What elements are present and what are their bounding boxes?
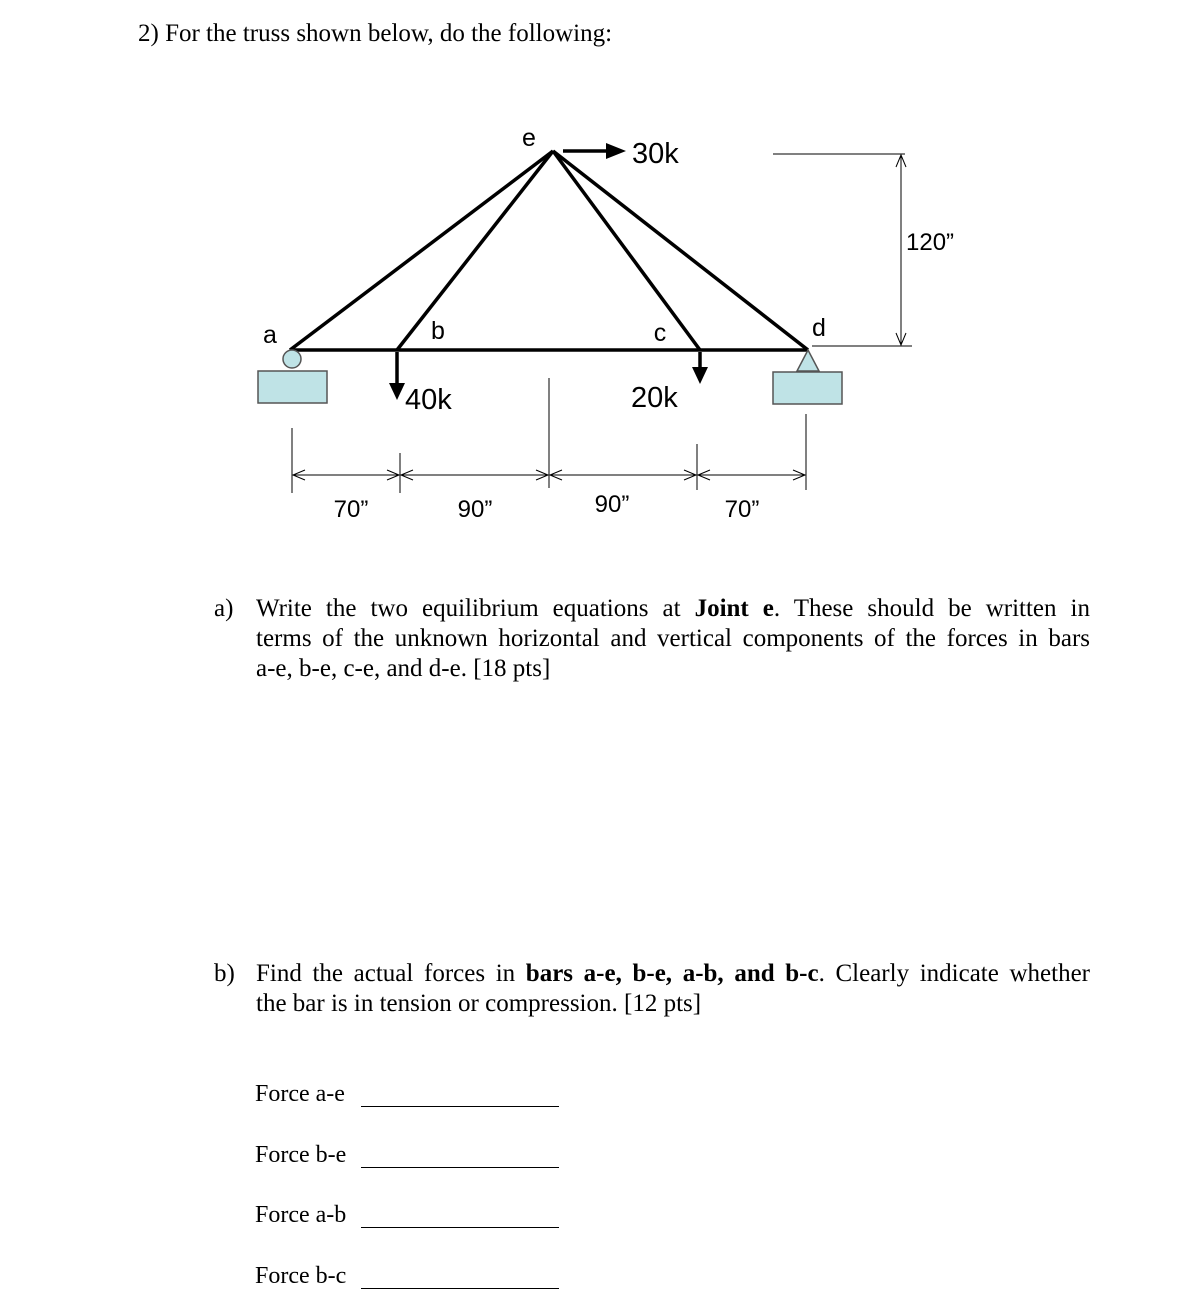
left-support-block — [258, 371, 327, 403]
right-support-block — [773, 372, 842, 404]
span-label: 70” — [724, 496, 760, 523]
answer-blank-b-e[interactable] — [361, 1167, 559, 1168]
part-b-text — [256, 959, 1090, 1019]
load-label-b: 40k — [405, 384, 452, 416]
part-b-label: b) — [214, 960, 235, 987]
answer-label-b-c: Force b-c — [255, 1263, 347, 1289]
joint-label-c: c — [653, 319, 667, 347]
arrow-down-icon — [389, 383, 405, 400]
problem-heading: 2) For the truss shown below, do the following: — [138, 20, 613, 47]
height-dimension-label: 120” — [906, 229, 955, 256]
roller-support-icon — [283, 350, 301, 368]
answer-blank-a-b[interactable] — [361, 1227, 559, 1228]
span-label: 70” — [333, 496, 369, 523]
arrow-right-icon — [606, 143, 626, 159]
answer-blank-b-c[interactable] — [361, 1288, 559, 1289]
part-a-line-3: a-e, b-e, c-e, and d-e. [18 pts] — [256, 655, 551, 682]
part-b-line-1: Find the actual forces in bars a-e, b-e, a-b, and b-c. Clearly indicate whether — [256, 960, 1090, 987]
pin-support-icon — [797, 350, 819, 371]
answer-label-a-e: Force a-e — [255, 1081, 345, 1107]
arrow-down-icon — [692, 367, 708, 384]
answer-label-a-b: Force a-b — [255, 1202, 347, 1228]
part-a-line-1: Write the two equilibrium equations at Joint e. These should be written in — [256, 595, 1090, 622]
joint-label-e: e — [522, 124, 536, 152]
load-label-c: 20k — [631, 382, 678, 414]
part-b-line-2: the bar is in tension or compression. [12 pts] — [256, 990, 702, 1017]
answer-label-b-e: Force b-e — [255, 1142, 347, 1168]
member-d-e — [553, 151, 808, 350]
part-a-text — [256, 594, 1090, 684]
part-a-line-2: terms of the unknown horizontal and vertical components of the forces in bars — [256, 625, 1090, 652]
span-label: 90” — [594, 491, 630, 518]
truss-diagram — [0, 0, 1196, 560]
joint-label-a: a — [263, 321, 277, 349]
part-a-label: a) — [214, 595, 234, 622]
load-label-horizontal: 30k — [632, 138, 679, 170]
joint-label-b: b — [431, 317, 445, 345]
joint-label-d: d — [812, 314, 826, 342]
span-label: 90” — [457, 496, 493, 523]
answer-blank-a-e[interactable] — [361, 1106, 559, 1107]
